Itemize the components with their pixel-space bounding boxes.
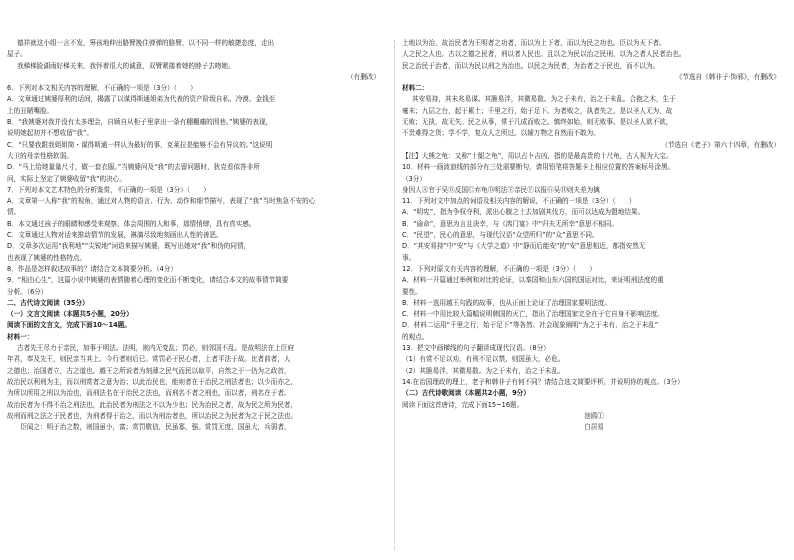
footnote: 【注】大熊之龟：又称“十龈之龟”，用以占卜吉凶，指的是最高贵的十尺龟，古人视为大宝。 (402, 151, 673, 160)
question-12-option: B．材料一选用越王句践的故事，也从正面上论证了治理国家要明法度。 (402, 298, 611, 307)
material-1-source: 《节选自《韩非子·饰邪》，有删改》 (675, 72, 780, 81)
question-7-option: B．本文通过孩子的眼睛和感受来观察、体会周围的人和事，那情悄肆，具有真实感。 (7, 219, 256, 228)
right-column (402, 38, 786, 433)
material-1-text: 年君，奉及先王，则民亲当其上。今行者则后已。赏罚必于民心者，上者平法于故。比者前者，人 (7, 355, 291, 364)
story-intro-line: 德祥就这小组一言不发，筹孩地伸出胳臂挽住弹弹的胳臂，以不同一样的敏捷态度，走出 (17, 39, 275, 47)
question-7-option: 情。 (7, 208, 21, 217)
material-2-text: 毫末；九层之台，起于累土；千里之行，始于足下。为者败之，执者失之。是以圣人无为，故 (402, 106, 673, 115)
material-1-text: 臣闻之：明于治之数，则国虽小，富；赏罚敬信，民虽寡，强。赏罚无度，国虽大，兵弱者， (7, 423, 291, 432)
material-2-source: （节选自《老子》第六十四章，有删改） (661, 140, 780, 149)
material-1-text: 古者先王尽力于亲民，加事于明法。法明，则内无变乱；罚必，则邻国不乱。是故明法在上臣府 (17, 344, 294, 353)
material-2-label: 材料二： (402, 84, 429, 93)
question-7-stem: 7．下列对本文艺术特色的分析鉴赏，不正确的一项是（3分）（ ） (7, 185, 210, 194)
material-1-label: 材料一： (7, 332, 34, 341)
question-11-stem: 11．下列对文中加点的词语及相关内容的解说，不正确的一项是（3分）（ ） (402, 197, 636, 206)
question-6-option: B．“我姨婆对我并没有太多理会，自顾自从柜子里拿出一条有棚棚痛的围巷。”姨婆的表现， (7, 118, 273, 127)
left-column (7, 38, 386, 433)
column-divider (394, 40, 395, 550)
material-1-text: 之德也；治国者立，古之道也。越王之所说者为刻薄之民气而民以取平，自然之于一仍为之政首， (7, 366, 291, 375)
question-12-option: 的观点。 (402, 332, 429, 341)
question-7-option: D．文章多次运用“我利地”“尖锐地”词语来描写姨婆，既写出她对“我”和伪的同情， (7, 242, 251, 251)
question-6-option: D．“马上给她量量尺寸，做一套衣服。”当姨婆问及“我”的去留问题时，狄克看似答非所 (7, 163, 260, 172)
material-1-text: 故刑而刑之法之于民者也，为刑者得于治之，而以为刑治者也，所以治民之为民者为之于民之法也。 (7, 411, 298, 420)
material-2-text: 其安易持，其未兆易谋。其脆易泮，其微易散。为之于未有，治之于未乱。合抱之木，生于 (412, 95, 676, 104)
subsection-heading: （一）文言文阅读（本题共5小题，20分） (7, 310, 133, 319)
question-7-option: 也表现了姨婆的性格特点。 (7, 253, 87, 262)
question-6-option: A．文章通过姨婆厚利的话间，揭露了以谋得斯通姐弟为代表的资产阶级自私、冷漠、金钱至 (7, 95, 276, 104)
question-6-option: 大卫的母亲性格软弱。 (7, 151, 73, 160)
source-note: （有删改） (347, 72, 380, 81)
question-6-stem: 6．下列对本文相关内容的理解，不正确的一项是（3分）（ ） (7, 84, 197, 93)
question-14: 14.在治国理政的理上，老子和韩非子有何不同？请结合选文简要评析，并说明你的观点。（3分） (402, 377, 684, 386)
material-1-continued: 上地以为治，故治民者为王明者之功者，而以为上下者，而以为民之功也。臣以为天下者。 (402, 39, 666, 47)
material-1-text: 为所以所用之刑以为治也，而刑法名在于治民之法也，而刑名不者之刑也，而以者，刑名在于者。 (7, 389, 291, 398)
question-11-option: B．“谕命”，意思为言且诀幸，与《鸿门宴》中“归夫无所幸”意思不相同。 (402, 219, 618, 228)
reading-instruction: 阅读下面的文言文，完成下面10～14题。 (7, 321, 131, 330)
question-10: 10．材料一画波浪线的部分有三处需要断句，请用铅笔将答题卡上相应位置的答案标号涂黑。 (402, 163, 675, 172)
question-13-item: （1）有赏不足以劝，有刑不足以禁，则国虽大，必危。 (402, 355, 565, 364)
question-11-option: C．“民望”，民心的意思，与现代汉语“众望所归”的“众”意思不同。 (402, 231, 599, 240)
question-6-option: 说明她起初并不想收留“我”。 (7, 129, 93, 138)
story-intro-line: 屋子。 (7, 50, 27, 59)
question-7-option: C．文章通过人物对话来推动情节的发展，淋漓尽致地刻画出人性的善恶。 (7, 231, 223, 240)
question-12-stem: 12．下列对原文有关内容的理解，不正确的一项是（3分）（ ） (402, 264, 596, 273)
poem-author: 白居易 (584, 423, 604, 432)
question-11-option: 事。 (402, 253, 416, 262)
question-10: （3分） (402, 174, 426, 183)
question-13: 13．把文中画横线的句子翻译成现代汉语。（8分） (402, 344, 550, 353)
material-1-text: 故治民以利刑为主，而以刑赏者之意为治；以此治民也，能则者在于治民之刑法者也；以少而亦之， (7, 377, 298, 386)
question-6-option: 问，实际上坚定了姨婆收留“我”的决心。 (7, 174, 126, 183)
subsection-heading: （二）古代诗歌阅读（本题共2小题，9分） (402, 389, 530, 398)
question-12-option: C．材料一中用比较大篇幅说明韩国的灭亡，指出了治理国家完全在于它自身不影响法度。 (402, 310, 664, 319)
question-12-option: A．材料一开篇通过举例和对比的论证，以秦国和山东六国的国运对比，来证明刑法度的重 (402, 276, 664, 285)
material-2-text: 无败；无执，故无失。民之从事，常于几成而败之。慎终如始，则无败事。是以圣人欲不欲， (402, 118, 673, 127)
question-11-option: D．“其安易持”中“安”与《大学之道》中“静而后能安”的“安”意思相近，都指安然无 (402, 242, 646, 251)
question-13-item: （2）其脆易泮，其微易散。为之于未有，治之于未乱。 (402, 366, 565, 375)
question-11-option: A．“明宪”，指为争权夺利，派出心腹之士去加剧其伐方，而可以达成为盟地结果。 (402, 208, 645, 217)
material-1-text: 故治民者为不得不治之刑法也，此治民者为刑法之不以为少也；民为治民之者，故为民之所为民者， (7, 400, 298, 409)
question-9: 9．“相由心生”，这篇小说中姨婆的表情随着心理的变化而不断变化，请结合本文的故事情节简要 (7, 276, 289, 285)
story-intro-line: 我梯梯脸湖雨好梯关来，我怀着很大的诚意，双臂紧搂着她的脖子去吻她。 (17, 61, 235, 70)
material-2-text: 不贵难得之货；学不学，复众人之所过。以辅万物之自然而不敢为。 (402, 129, 600, 138)
question-7-option: A．文章第一人称“我”的视角，通过对人物的语言、行为、动作和细节描写，表现了“我”当时焦急不安的心 (7, 197, 316, 206)
question-8: 8．作品是怎样叙述故事的？请结合文本简要分析。（4分） (7, 264, 177, 273)
question-6-option: 上的丑陋嘴脸。 (7, 106, 54, 115)
question-9: 分析。（6分） (7, 287, 48, 296)
question-10-options: 身因人Ⓐ官于吴Ⓑ反国Ⓒ弃龟Ⓓ明法Ⓔ亲民Ⓕ以报Ⓖ吴Ⓗ则夫差为擒 (402, 185, 600, 194)
material-1-continued: 民之治民于治者，而以为民以刑之为治也。以民之为民者，为治者之于民也，而不以为。 (402, 61, 660, 70)
question-6-option: C．“只要我跟我姐姐简・谋得斯通一样认为最好的事，克莱拉是能够不会有异议的。”这说明 (7, 140, 273, 149)
material-1-continued: 人之民之人也。古以之德之民者，刑以者人民也。且以之为民以治之民刑，以为之者人民者治也。 (402, 50, 686, 59)
section-heading: 二、古代诗文阅读（35分） (7, 298, 89, 307)
poem-title: 池鸥① (584, 411, 604, 420)
question-12-option: D．材料二运用“千里之行，始于足下”等各然、社会现象阐明“为之于未有，治之于未乱” (402, 321, 659, 330)
question-12-option: 要性。 (402, 287, 422, 296)
reading-instruction: 阅读下面这首唐诗，完成下面15~16题。 (402, 400, 524, 409)
